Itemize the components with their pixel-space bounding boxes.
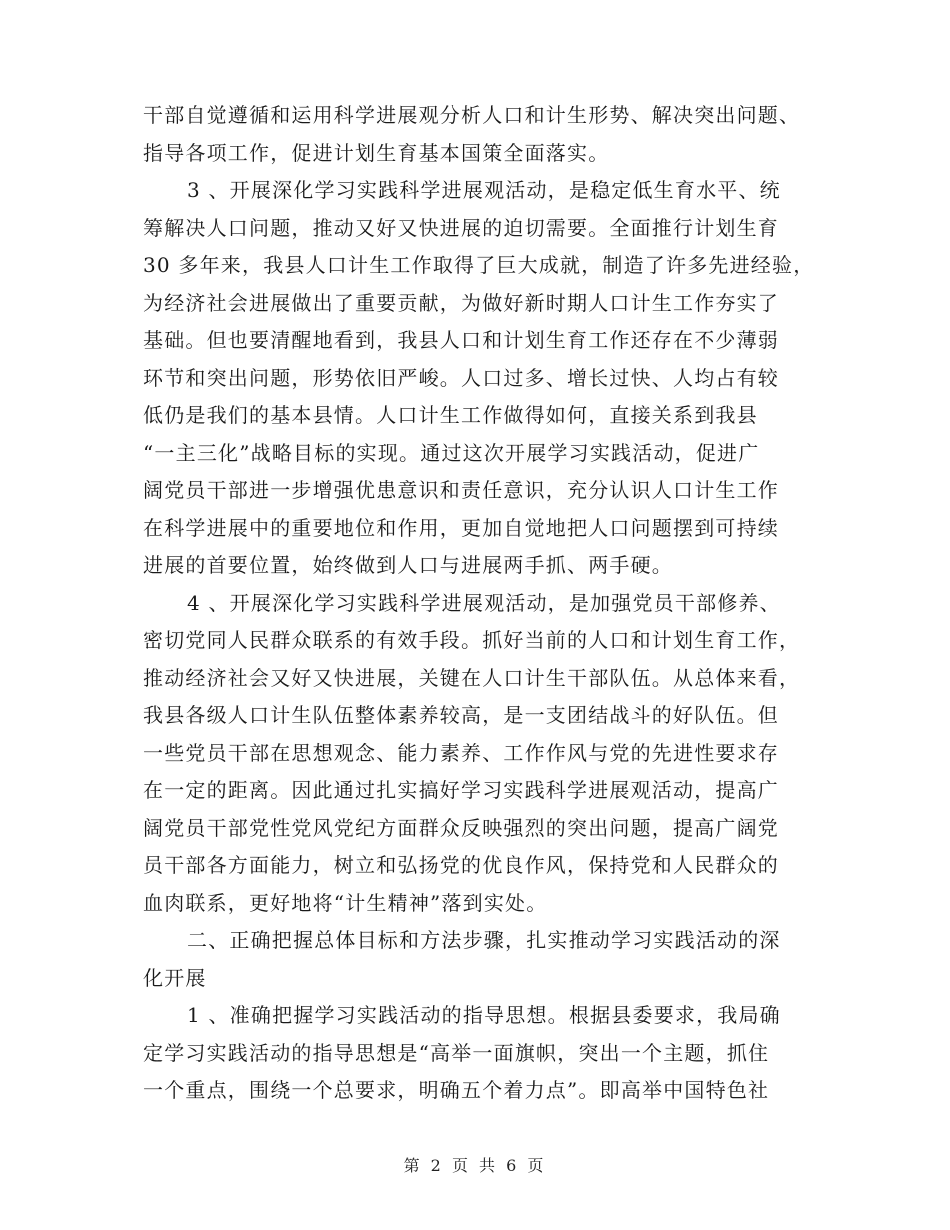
text-line: 我县各级人口计生队伍整体素养较高，是一支团结战斗的好队伍。但: [143, 703, 779, 727]
text-line: 定学习实践活动的指导思想是“高举一面旗帜，突出一个主题，抓住: [143, 1040, 770, 1065]
text-line: 1 、准确把握学习实践活动的指导思想。根据县委要求，我局确: [187, 1003, 781, 1027]
text-line: 员干部各方面能力，树立和弘扬党的优良作风，保持党和人民群众的: [143, 853, 779, 877]
text-line: 4 、开展深化学习实践科学进展观活动，是加强党员干部修养、: [187, 590, 781, 615]
text-line: 密切党同人民群众联系的有效手段。抓好当前的人口和计划生育工作，: [143, 628, 801, 652]
text-line: 一些党员干部在思想观念、能力素养、工作作风与党的先进性要求存: [143, 740, 779, 765]
text-line: 为经济社会进展做出了重要贡献，为做好新时期人口计生工作夯实了: [143, 290, 779, 315]
text-line: “一主三化”战略目标的实现。通过这次开展学习实践活动，促进广: [143, 440, 760, 465]
text-line: 筹解决人口问题，推动又好又快进展的迫切需要。全面推行计划生育: [143, 215, 779, 240]
text-line: 干部自觉遵循和运用科学进展观分析人口和计生形势、解决突出问题、: [143, 103, 801, 127]
text-line: 阔党员干部党性党风党纪方面群众反映强烈的突出问题，提高广阔党: [143, 815, 779, 840]
text-line: 阔党员干部进一步增强优患意识和责任意识，充分认识人口计生工作: [143, 478, 779, 502]
text-line: 化开展: [143, 965, 207, 990]
text-line: 指导各项工作，促进计划生育基本国策全面落实。: [143, 140, 610, 165]
text-line: 低仍是我们的基本县情。人口计生工作做得如何，直接关系到我县: [143, 403, 758, 427]
text-line: 二、正确把握总体目标和方法步骤，扎实推动学习实践活动的深: [187, 928, 781, 952]
text-line: 环节和突出问题，形势依旧严峻。人口过多、增长过快、人均占有较: [143, 365, 779, 390]
text-line: 30 多年来，我县人口计生工作取得了巨大成就，制造了许多先进经验，: [143, 253, 815, 277]
document-body: [143, 97, 823, 1110]
text-line: 推动经济社会又好又快进展，关键在人口计生干部队伍。从总体来看，: [143, 665, 801, 690]
text-line: 3 、开展深化学习实践科学进展观活动，是稳定低生育水平、统: [187, 178, 781, 202]
text-line: 基础。但也要清醒地看到，我县人口和计划生育工作还存在不少薄弱: [143, 328, 779, 352]
page-footer: 第 2 页 共 6 页: [403, 1156, 547, 1175]
text-line: 在一定的距离。因此通过扎实搞好学习实践科学进展观活动，提高广: [143, 778, 779, 802]
text-line: 进展的首要位置，始终做到人口与进展两手抓、两手硬。: [143, 553, 673, 577]
text-line: 一个重点，围绕一个总要求，明确五个着力点”。即高举中国特色社: [143, 1078, 770, 1102]
text-line: 血肉联系，更好地将“计生精神”落到实处。: [143, 890, 548, 915]
text-line: 在科学进展中的重要地位和作用，更加自觉地把人口问题摆到可持续: [143, 515, 779, 540]
